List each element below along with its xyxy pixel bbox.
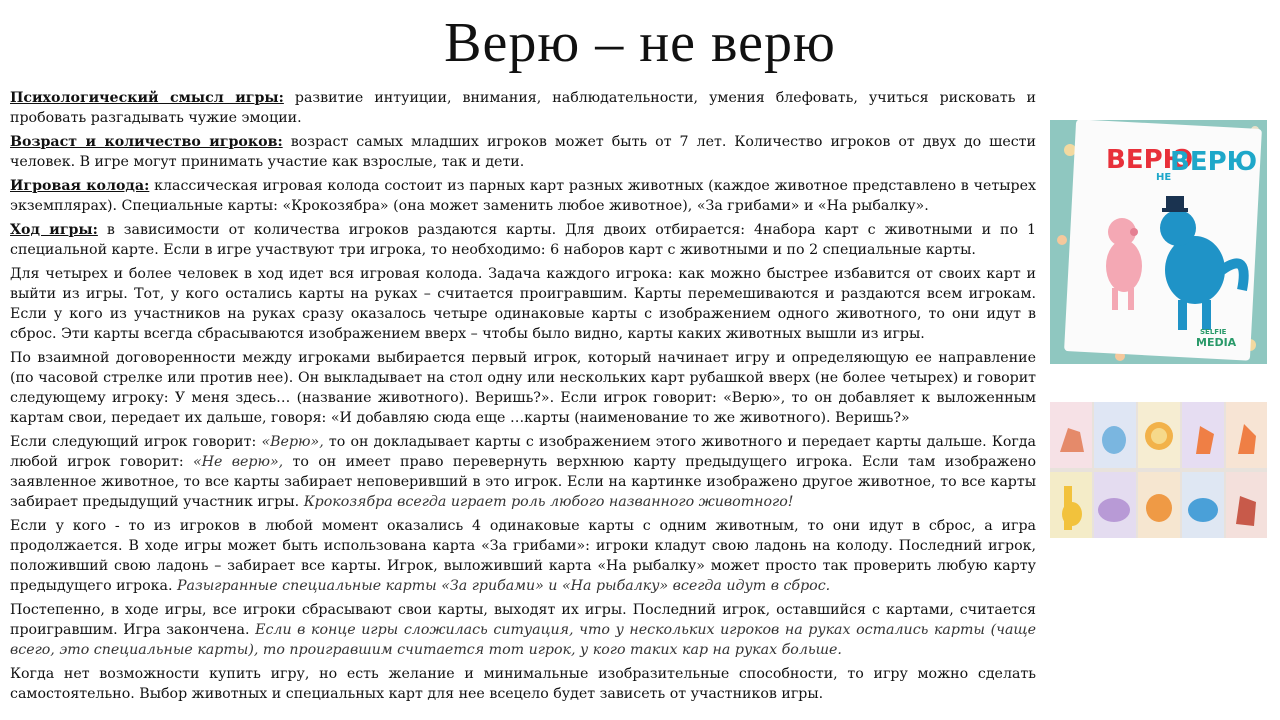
text-fragment: Если в конце игры сложилась ситуация, что у нескольких игроков на руках остались карты (чаще всего, это специальные карты), то проигравшим считается тот игрок, у кого таких кар на руках больше. — [10, 622, 1036, 658]
publisher-small: SELFIE — [1200, 328, 1227, 336]
paragraph-age — [10, 132, 1036, 172]
paragraph-meaning — [10, 88, 1036, 128]
card-row-top — [1050, 402, 1267, 468]
page-title: Верю – не верю — [444, 12, 836, 74]
paragraph-deck — [10, 176, 1036, 216]
wolf-illustration — [1165, 236, 1225, 304]
paragraph-4-players: Для четырех и более человек в ход идет вся игровая колода. Задача каждого игрока: как можно быстрее избавится от своих карт и выйти из игры. Тот, у кого остались карты на руках – считается проигравшим. Карты перемешиваются и раздаются всем игрокам. Если у кого из участников на руках сразу оказалось четыре одинаковые карты с изображением одного животного, то они идут в сброс. Эти карты всегда сбрасываются изображением вверх – чтобы было видно, карты каких животных вышли из игры. — [10, 266, 1036, 342]
paragraph-four-same — [10, 516, 1036, 596]
game-box-image — [1050, 120, 1267, 364]
rules-text — [10, 88, 1036, 708]
cards-illustration — [1050, 402, 1267, 538]
text-move: в зависимости от количества игроков раздаются карты. Для двоих отбирается: 4набора карт с животными и по 1 специальной карте. Если в игре участвуют три игрока, то необходимо: 6 наборов карт с животными и по 2 специальные карты. — [10, 222, 1036, 258]
paragraph-move — [10, 220, 1036, 260]
heading-deck: Игровая колода: — [10, 178, 150, 194]
box-title-mid: НЕ — [1156, 172, 1172, 183]
publisher-big: MEDIA — [1196, 336, 1237, 349]
card-row-bottom — [1050, 472, 1267, 538]
text-meaning: развитие интуиции, внимания, наблюдательности, умения блефовать, учиться рисковать и пробовать разгадывать чужие эмоции. — [10, 90, 1036, 126]
heading-meaning: Психологический смысл игры: — [10, 90, 284, 106]
box-title-left: ВЕРЮ — [1106, 145, 1194, 175]
text-fragment: Крокозябра всегда играет роль любого названного животного! — [303, 494, 794, 510]
box-title-right: ВЕРЮ — [1170, 147, 1258, 177]
paragraph-believe — [10, 432, 1036, 512]
cards-image — [1050, 402, 1267, 538]
paragraph-diy: Когда нет возможности купить игру, но есть желание и минимальные изобразительные способности, то игру можно сделать самостоятельно. Выбор животных и специальных карт для нее всецело будет зависеть от участников игры. — [10, 666, 1036, 702]
text-fragment: Если следующий игрок говорит: — [10, 434, 262, 450]
paragraph-first-player: По взаимной договоренности между игроками выбирается первый игрок, который начинает игру и определяющую ее направление (по часовой стрелке или против нее). Он выкладывает на стол одну или нескольких карт рубашкой вверх (не более четырех) и говорит следующему игроку: У меня здесь… (название животного). Веришь?». Если игрок говорит: «Верю», то он добавляет к выложенным картам свои, передает их дальше, говоря: «И добавляю сюда еще …карты (наименование то же животного). Веришь?» — [10, 350, 1036, 426]
text-fragment: «Не верю», — [192, 454, 284, 470]
text-fragment: Если у кого - то из игроков в любой момент оказались 4 одинаковые карты с одним животным, то они идут в сброс, а игра продолжается. В ходе игры может быть использована карта «За грибами»: игроки кладут свою ладонь на колоду. Последний игрок, положивший свою ладонь – забирает все карты. Игрок, выложивший карта «На рыбалку» может просто так проверить любую карту предыдущего игрока. — [10, 518, 1036, 594]
game-box-illustration — [1050, 120, 1267, 364]
paragraph-end — [10, 600, 1036, 660]
text-fragment: то он имеет право перевернуть верхнюю карту предыдущего игрока. Если там изображено заявленное животное, то все карты забирает неповеривший в это игрок. Если на картинке изображено другое животное, то все карты забирает предыдущий участник игры. — [10, 454, 1036, 510]
text-fragment: то он докладывает карты с изображением этого животного и передает карты дальше. Когда любой игрок говорит: — [10, 434, 1036, 470]
heading-move: Ход игры: — [10, 222, 98, 238]
text-fragment: Разыгранные специальные карты «За грибами» и «На рыбалку» всегда идут в сброс. — [176, 578, 831, 594]
text-fragment: «Верю», — [261, 434, 324, 450]
heading-age: Возраст и количество игроков: — [10, 134, 283, 150]
pig-illustration — [1106, 240, 1142, 292]
text-fragment: Постепенно, в ходе игры, все игроки сбрасывают свои карты, выходят их игры. Последний игрок, оставшийся с картами, считается проигравшим. Игра закончена. — [10, 602, 1036, 638]
text-age: возраст самых младших игроков может быть от 7 лет. Количество игроков от двух до шести человек. В игре могут принимать участие как взрослые, так и дети. — [10, 134, 1036, 170]
text-deck: классическая игровая колода состоит из парных карт разных животных (каждое животное представлено в четырех экземплярах). Специальные карты: «Крокозябра» (она может заменить любое животное), «За грибами» и «На рыбалку». — [10, 178, 1036, 214]
